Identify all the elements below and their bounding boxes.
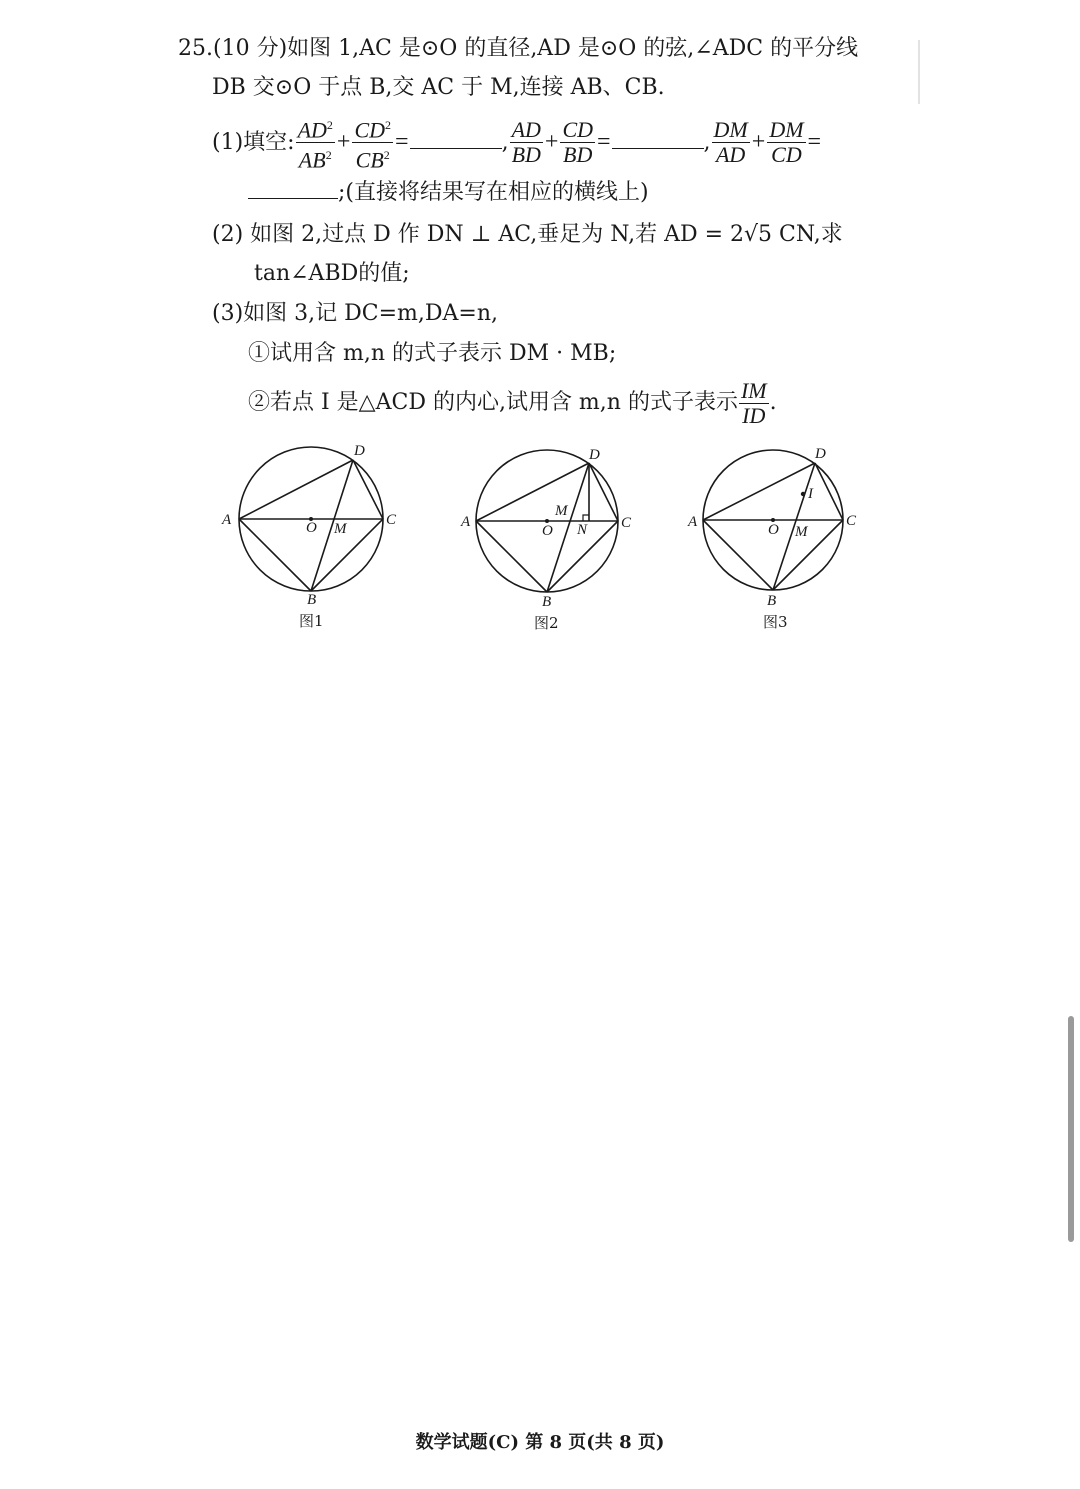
fig3-label-b: B bbox=[767, 593, 777, 609]
part3-line1: (3)如图 3,记 DC=m,DA=n, bbox=[212, 301, 499, 326]
fig1-label-a: A bbox=[222, 512, 232, 528]
fig3-chord-cb bbox=[773, 520, 843, 590]
fig2-chord-dc bbox=[589, 463, 618, 521]
figure-2-labels bbox=[460, 447, 632, 632]
figure-1 bbox=[239, 447, 383, 591]
part2-line2: tan∠ABD的值; bbox=[254, 261, 410, 286]
fig2-caption: 图2 bbox=[534, 614, 559, 632]
answer-blank-1[interactable] bbox=[410, 148, 502, 149]
fig1-label-m: M bbox=[334, 521, 347, 537]
fig1-chord-dc bbox=[353, 460, 383, 519]
intro-text-1: 如图 1,AC 是⊙O 的直径,AD 是⊙O 的弦,∠ADC 的平分线 bbox=[287, 36, 859, 61]
fig1-label-c: C bbox=[386, 512, 397, 528]
fig2-label-o: O bbox=[542, 523, 553, 539]
figure-1-labels bbox=[221, 443, 397, 630]
part3-sub1: ①试用含 m,n 的式子表示 DM · MB; bbox=[248, 341, 617, 366]
problem-intro-line1 bbox=[178, 34, 858, 64]
fig2-chord-ad bbox=[476, 463, 589, 521]
fig2-label-b: B bbox=[542, 594, 552, 610]
figure-2 bbox=[476, 450, 618, 592]
fig3-label-a: A bbox=[688, 514, 698, 530]
fig2-right-angle bbox=[583, 515, 589, 521]
figure-3 bbox=[703, 450, 843, 590]
fig2-label-c: C bbox=[621, 515, 632, 531]
page-footer: 数学试题(C) 第 8 页(共 8 页) bbox=[415, 1432, 665, 1453]
fig3-label-m: M bbox=[795, 524, 808, 540]
fig3-label-o: O bbox=[768, 522, 779, 538]
fig3-incenter-dot bbox=[801, 492, 805, 496]
part1-note: ;(直接将结果写在相应的横线上) bbox=[338, 180, 649, 205]
part1-note-line bbox=[248, 178, 649, 208]
figures-area bbox=[0, 430, 1080, 645]
fraction-dm-cd: $\frac{DM}{CD}$ bbox=[769, 117, 804, 168]
fig1-label-o: O bbox=[306, 520, 317, 536]
figure-3-labels bbox=[687, 446, 857, 631]
problem-score: (10 分) bbox=[213, 36, 288, 61]
answer-blank-3[interactable] bbox=[248, 198, 338, 199]
fig2-label-m: M bbox=[555, 503, 568, 519]
fraction-ad-bd: $\frac{AD}{BD}$ bbox=[511, 117, 541, 168]
fig3-label-d: D bbox=[815, 446, 826, 462]
fraction-im-id: $\frac{IM}{ID}$ bbox=[740, 377, 767, 428]
fig1-caption: 图1 bbox=[299, 612, 324, 630]
scan-edge-mark bbox=[918, 40, 920, 104]
part1-fill-blank: (1)填空: $\frac{AD^2}{AB^2}$ + $\frac{CD^2}{CB^2}$ = , $\frac{AD}{BD}$ + $\frac{CD}{BD}$ = , $\frac{DM}{AD}$ + $\frac{DM}{CD}$ = bbox=[212, 113, 822, 173]
fig1-chord-ab bbox=[239, 519, 311, 591]
problem-intro-line2: DB 交⊙O 于点 B,交 AC 于 M,连接 AB、CB. bbox=[212, 75, 665, 100]
fig2-label-d: D bbox=[589, 447, 600, 463]
fraction-cd2-cb2: $\frac{CD^2}{CB^2}$ bbox=[352, 113, 393, 173]
scrollbar-thumb[interactable] bbox=[1068, 1016, 1074, 1242]
fig3-chord-ab bbox=[703, 520, 773, 590]
fig2-chord-ab bbox=[476, 521, 547, 592]
fig2-label-n: N bbox=[577, 522, 588, 538]
fig3-label-i: I bbox=[808, 486, 813, 502]
part3-sub2: ②若点 I 是△ACD 的内心,试用含 m,n 的式子表示 $\frac{IM}{ID}$ . bbox=[248, 377, 777, 428]
part1-label: (1)填空: bbox=[212, 129, 295, 155]
fig1-chord-db bbox=[311, 460, 353, 591]
fig3-label-c: C bbox=[846, 513, 857, 529]
fig3-caption: 图3 bbox=[763, 613, 788, 631]
fraction-cd-bd: $\frac{CD}{BD}$ bbox=[562, 117, 593, 168]
fig1-label-b: B bbox=[307, 592, 317, 608]
fig3-chord-dc bbox=[815, 463, 843, 520]
answer-blank-2[interactable] bbox=[612, 148, 704, 149]
part2-line1: (2) 如图 2,过点 D 作 DN ⊥ AC,垂足为 N,若 AD = 2√5 CN,求 bbox=[212, 222, 843, 247]
fraction-ad2-ab2: $\frac{AD^2}{AB^2}$ bbox=[296, 113, 335, 173]
problem-number: 25. bbox=[178, 36, 213, 61]
fig2-label-a: A bbox=[461, 514, 471, 530]
fraction-dm-ad: $\frac{DM}{AD}$ bbox=[713, 117, 748, 168]
fig1-label-d: D bbox=[354, 443, 365, 459]
fig1-chord-ad bbox=[239, 460, 353, 519]
